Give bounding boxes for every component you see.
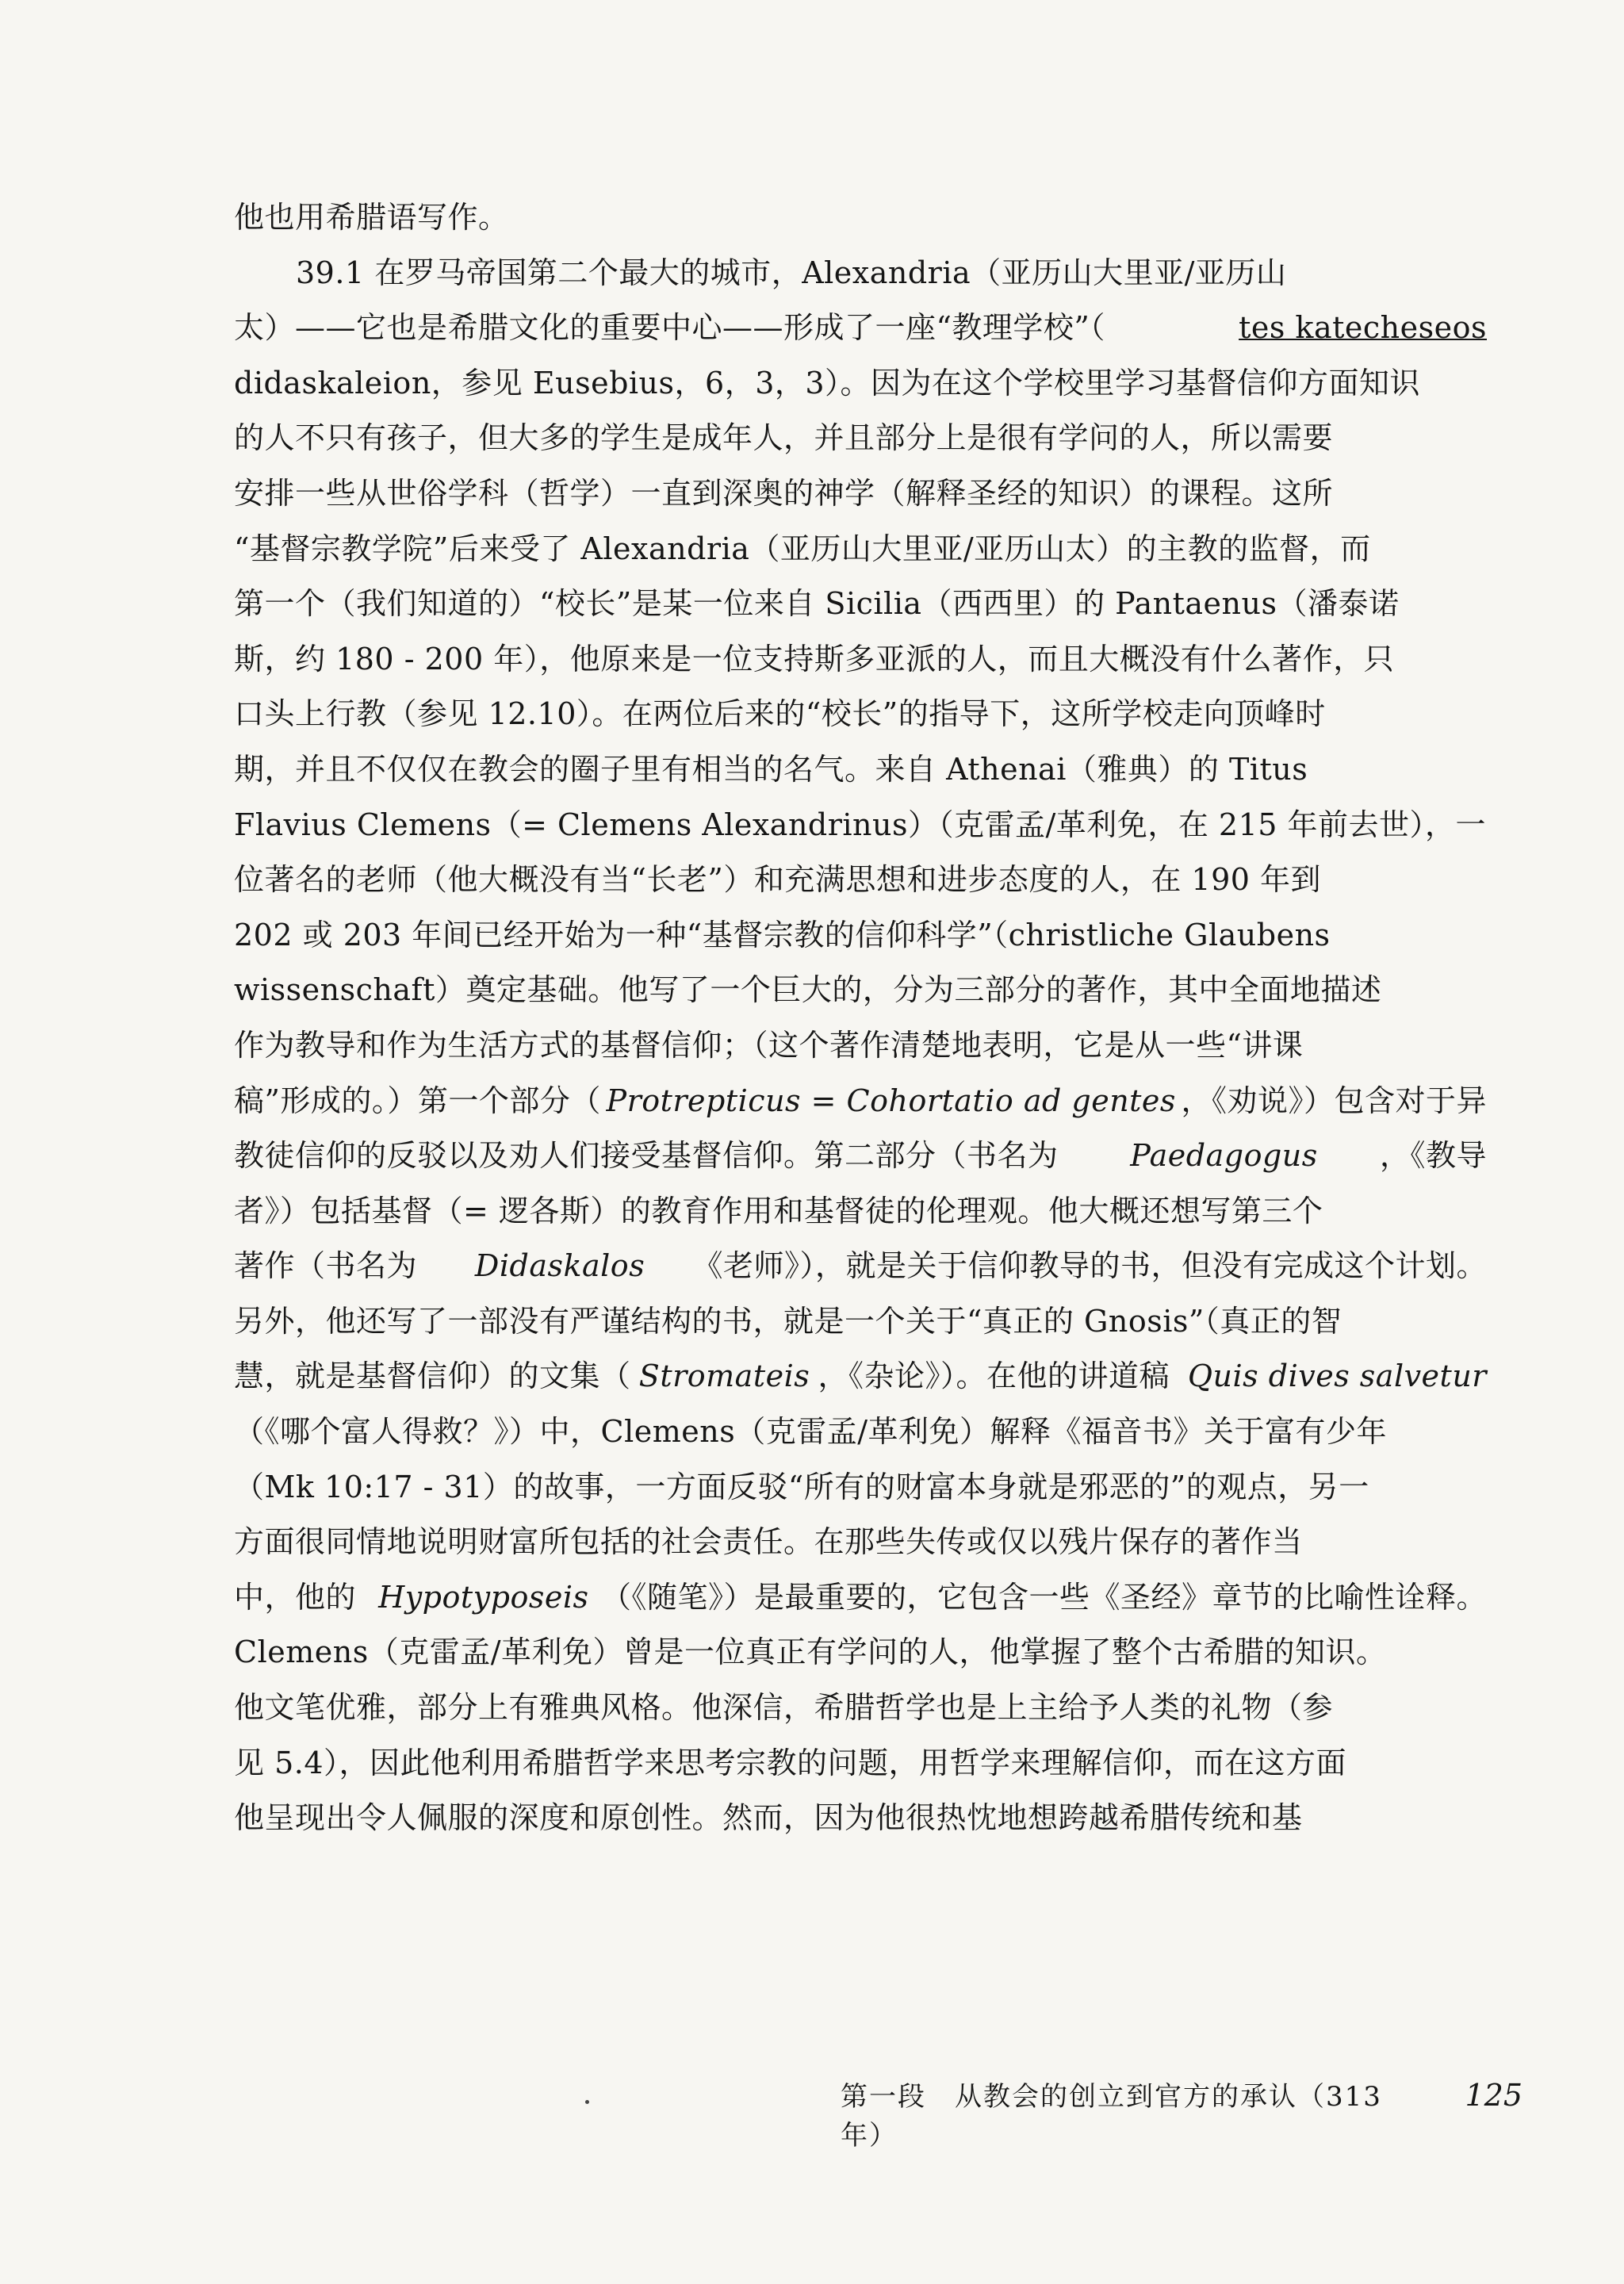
text-line (234, 190, 1487, 246)
text-run: didaskaleion，参见 Eusebius，6，3，3）。因为在这个学校里学习基督信仰方面知识 (234, 365, 1421, 400)
text-line (234, 632, 1487, 688)
text-line (234, 798, 1487, 853)
text-run: 他呈现出令人佩服的深度和原创性。然而，因为他很热忱地想跨越希腊传统和基 (234, 1800, 1303, 1836)
text-run: 稿”形成的。）第一个部分（ (234, 1083, 601, 1118)
text-run: 另外，他还写了一部没有严谨结构的书，就是一个关于“真正的 Gnosis”（真正的智 (234, 1303, 1342, 1339)
text-line (234, 1294, 1487, 1350)
page-number: 125 (1465, 2078, 1522, 2113)
text-run: ，《杂论》）。在他的讲道稿 (818, 1359, 1180, 1394)
text-run: 作为教导和作为生活方式的基督信仰；（这个著作清楚地表明，它是从一些“讲课 (234, 1027, 1304, 1063)
text-line (234, 908, 1487, 964)
text-line (234, 1349, 1487, 1405)
text-run: 太）——它也是希腊文化的重要中心——形成了一座“教理学校”（ (234, 310, 1105, 346)
text-run: 《老师》），就是关于信仰教导的书，但没有完成这个计划。 (692, 1248, 1487, 1284)
text-run: 的人不只有孩子，但大多的学生是成年人，并且部分上是很有学问的人，所以需要 (234, 420, 1334, 456)
latin-title: Protrepticus = Cohortatio ad gentes (606, 1083, 1176, 1118)
text-line (234, 1018, 1487, 1074)
text-line (234, 1129, 1487, 1184)
body-text (234, 190, 1487, 1846)
text-run: 期，并且不仅仅在教会的圈子里有相当的名气。来自 Athenai（雅典）的 Titus (234, 751, 1308, 787)
text-run: 39.1 在罗马帝国第二个最大的城市，Alexandria（亚历山大里亚/亚历山 (296, 255, 1287, 290)
text-line (234, 522, 1487, 577)
greek-transliteration: tes katecheseos (1239, 310, 1487, 346)
scan-speck (585, 2100, 589, 2104)
text-run: ，《劝说》）包含对于异 (1181, 1083, 1487, 1118)
text-run: 中，他的 (234, 1579, 366, 1615)
text-run: （Mk 10:17 - 31）的故事，一方面反驳“所有的财富本身就是邪恶的”的观点，另一 (234, 1469, 1369, 1504)
text-run: 他文笔优雅，部分上有雅典风格。他深信，希腊哲学也是上主给予人类的礼物（参 (234, 1690, 1334, 1726)
latin-title: Paedagogus (1130, 1138, 1318, 1174)
text-run: “基督宗教学院”后来受了 Alexandria（亚历山大里亚/亚历山太）的主教的监督，而 (234, 531, 1371, 566)
text-run: 方面很同情地说明财富所包括的社会责任。在那些失传或仅以残片保存的著作当 (234, 1524, 1303, 1560)
text-line (234, 1570, 1487, 1626)
text-run: 口头上行教（参见 12.10）。在两位后来的“校长”的指导下，这所学校走向顶峰时 (234, 696, 1326, 732)
text-run: 者》）包括基督（= 逻各斯）的教育作用和基督徒的伦理观。他大概还想写第三个 (234, 1193, 1323, 1228)
text-run: 第一个（我们知道的）“校长”是某一位来自 Sicilia（西西里）的 Pantaenus（潘泰诺 (234, 586, 1400, 622)
text-line (234, 742, 1487, 798)
text-run: ，《教导 (1379, 1138, 1487, 1174)
text-line (234, 1680, 1487, 1736)
text-line (234, 1515, 1487, 1570)
text-run: 教徒信仰的反驳以及劝人们接受基督信仰。第二部分（书名为 (234, 1138, 1069, 1174)
page-footer (841, 2075, 1522, 2152)
paragraph-start-line (234, 246, 1487, 301)
text-line (234, 1239, 1487, 1294)
text-run: Clemens（克雷孟/革利免）曾是一位真正有学问的人，他掌握了整个古希腊的知识。 (234, 1634, 1387, 1670)
latin-title: Didaskalos (474, 1248, 645, 1284)
text-line (234, 466, 1487, 522)
text-line (234, 687, 1487, 742)
text-run: Flavius Clemens（= Clemens Alexandrinus）（克雷孟/革利免，在 215 年前去世），一 (234, 807, 1487, 842)
text-line (234, 411, 1487, 466)
text-run: wissenschaft）奠定基础。他写了一个巨大的，分为三部分的著作，其中全面地描述 (234, 972, 1382, 1008)
text-run: 斯，约 180 - 200 年），他原来是一位支持斯多亚派的人，而且大概没有什么著作，只 (234, 641, 1395, 676)
text-run: （《哪个富人得救？》）中，Clemens（克雷孟/革利免）解释《福音书》关于富有少年 (234, 1414, 1388, 1450)
text-line (234, 1074, 1487, 1129)
text-line (234, 1736, 1487, 1792)
latin-title: Stromateis (638, 1359, 810, 1394)
running-title: 第一段 从教会的创立到官方的承认（313 年） (841, 2081, 1382, 2152)
text-line (234, 1791, 1487, 1846)
text-line (234, 1460, 1487, 1516)
text-line (234, 301, 1487, 356)
text-run: 见 5.4），因此他利用希腊哲学来思考宗教的问题，用哲学来理解信仰，而在这方面 (234, 1745, 1347, 1780)
text-run: 位著名的老师（他大概没有当“长老”）和充满思想和进步态度的人，在 190 年到 (234, 862, 1322, 898)
latin-title: Quis dives salvetur (1187, 1359, 1487, 1394)
latin-title: Hypotyposeis (378, 1579, 589, 1615)
text-line (234, 1184, 1487, 1240)
text-line (234, 1405, 1487, 1460)
text-line (234, 577, 1487, 632)
text-run: （《随笔》）是最重要的，它包含一些《圣经》章节的比喻性诠释。 (600, 1579, 1487, 1615)
text-run: 著作（书名为 (234, 1248, 427, 1284)
text-line (234, 1625, 1487, 1680)
text-line (234, 356, 1487, 412)
text-run: 他也用希腊语写作。 (234, 200, 509, 235)
text-line (234, 963, 1487, 1018)
text-line (234, 853, 1487, 908)
text-run: 慧，就是基督信仰）的文集（ (234, 1359, 631, 1394)
text-run: 安排一些从世俗学科（哲学）一直到深奥的神学（解释圣经的知识）的课程。这所 (234, 475, 1334, 511)
text-run: 202 或 203 年间已经开始为一种“基督宗教的信仰科学”（christliche Glaubens (234, 917, 1331, 952)
